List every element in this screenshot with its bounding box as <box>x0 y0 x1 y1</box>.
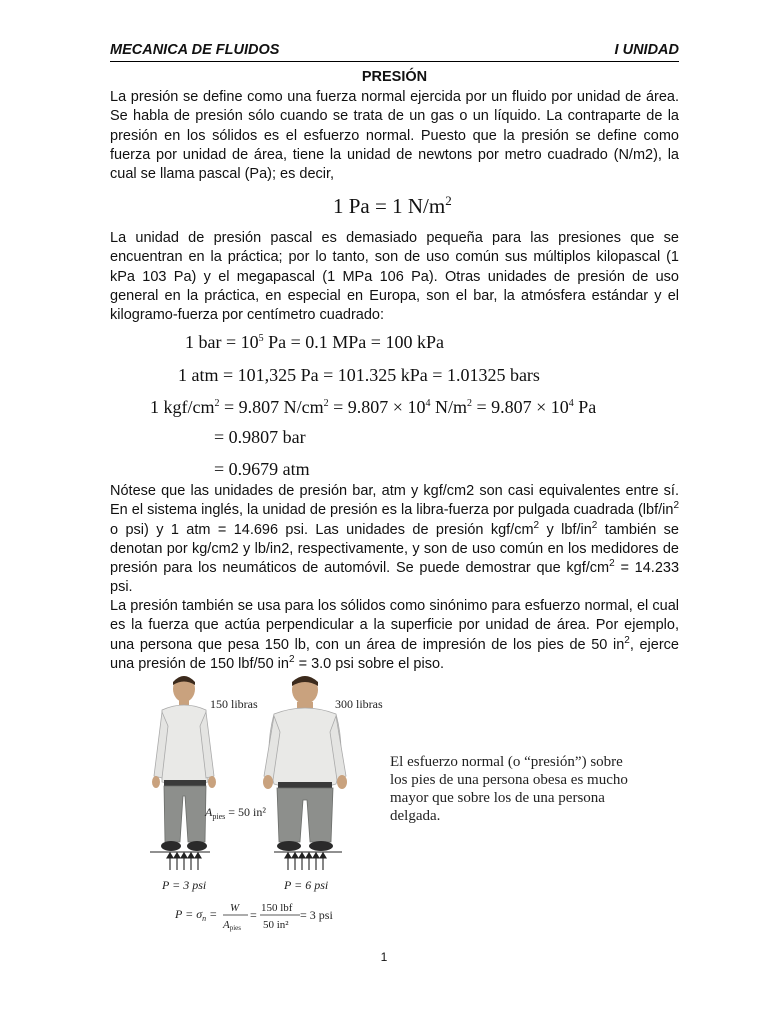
equation-kgf-atm: = 0.9679 atm <box>214 459 310 479</box>
label-p-heavy: P = 6 psi <box>284 878 329 892</box>
label-300-libras: 300 libras <box>335 697 383 711</box>
label-p-thin: P = 3 psi <box>162 878 207 892</box>
svg-text:50 in²: 50 in² <box>263 919 289 931</box>
label-area: $A_{pies} = 50$ in² <box>205 805 266 821</box>
equation-kgf-bar: = 0.9807 bar <box>214 427 306 447</box>
figure-caption: El esfuerzo normal (o “presión”) sobre los pies de una persona obesa es mucho mayor que sobre los de una persona delgada. <box>390 754 628 824</box>
svg-text:150 lbf: 150 lbf <box>261 902 293 914</box>
section-title: PRESIÓN <box>361 69 428 85</box>
pressure-formula <box>174 902 333 932</box>
thin-person-illustration <box>152 676 216 851</box>
header-right: I UNIDAD <box>614 42 679 58</box>
svg-text:Apies: Apies <box>223 919 242 932</box>
page-header <box>110 42 679 58</box>
equation-pascal: 1 Pa = 1 $N/m^2$ <box>333 193 452 218</box>
equation-bar: 1 bar = $10^5$ Pa = 0.1 MPa = 100 kPa <box>185 332 444 352</box>
header-divider <box>110 61 679 62</box>
pressure-arrows-heavy <box>285 853 326 870</box>
paragraph-english-units: Nótese que las unidades de presión bar, atm y kgf/cm2 son casi equivalentes entre sí. En el sistema inglés, la unidad de presión es la libra-fuerza por pulgada cuadrada ($lbf/in^2$ o psi) y 1 atm = 14.696 psi. Las unidades de presión kgf/$cm^2$ y lbf/$in^2$ también se denotan por kg/cm2 y lb/in2, respectivamente, y son de uso común en los medidores de presión para los neumáticos de automóvil. Se puede demostrar que kgf/$cm^2 = 14.233$ psi. <box>110 483 680 596</box>
header-left: MECANICA DE FLUIDOS <box>110 42 280 58</box>
paragraph-definition: La presión se define como una fuerza normal ejercida por un fluido por unidad de área. Se habla de presión sólo cuando se trata de un gas o un líquido. La contraparte de la presión en los sólidos es el esfuerzo normal. Puesto que la presión se define como fuerza por unidad de área, tiene la unidad de newtons por metro cuadrado (N/m2), la cual se llama pascal (Pa); es decir, <box>110 89 679 183</box>
svg-text:= 3 psi: = 3 psi <box>300 908 333 922</box>
pressure-arrows-thin <box>167 853 201 870</box>
equation-atm: 1 atm = 101,325 Pa = 101.325 kPa = 1.01325 bars <box>178 365 540 385</box>
paragraph-units: La unidad de presión pascal es demasiado pequeña para las presiones que se encuentran en la práctica; por lo tanto, son de uso común sus múltiplos kilopascal (1 kPa 103 Pa) y el megapascal (1 MPa 106 Pa). Otras unidades de presión de uso general en la práctica, en especial en Europa, son el bar, la atmósfera estándar y el kilogramo-fuerza por centímetro cuadrado: <box>110 230 679 324</box>
svg-text:=: = <box>250 908 257 922</box>
paragraph-solids: La presión también se usa para los sólidos como sinónimo para esfuerzo normal, el cual es la fuerza que actúa perpendicular a la superficie por unidad de área. Por ejemplo, una persona que pesa 150 lb, con un área de impresión de los pies de 50 $in^2$, ejerce una presión de 150 lbf/50 $in^2 = 3.0$ psi sobre el piso. <box>110 598 679 672</box>
label-150-libras: 150 libras <box>210 697 258 711</box>
page-number: 1 <box>380 950 388 964</box>
svg-text:P = σn =: $P = \sigma_n$ = <box>175 907 218 923</box>
equation-kgf: 1 kgf/$cm^2 = 9.807$ $N/cm^2 = 9.807 \times 10^4$ $N/m^2 = 9.807 \times 10^4$ Pa <box>150 397 597 417</box>
svg-text:W: W <box>230 902 240 914</box>
